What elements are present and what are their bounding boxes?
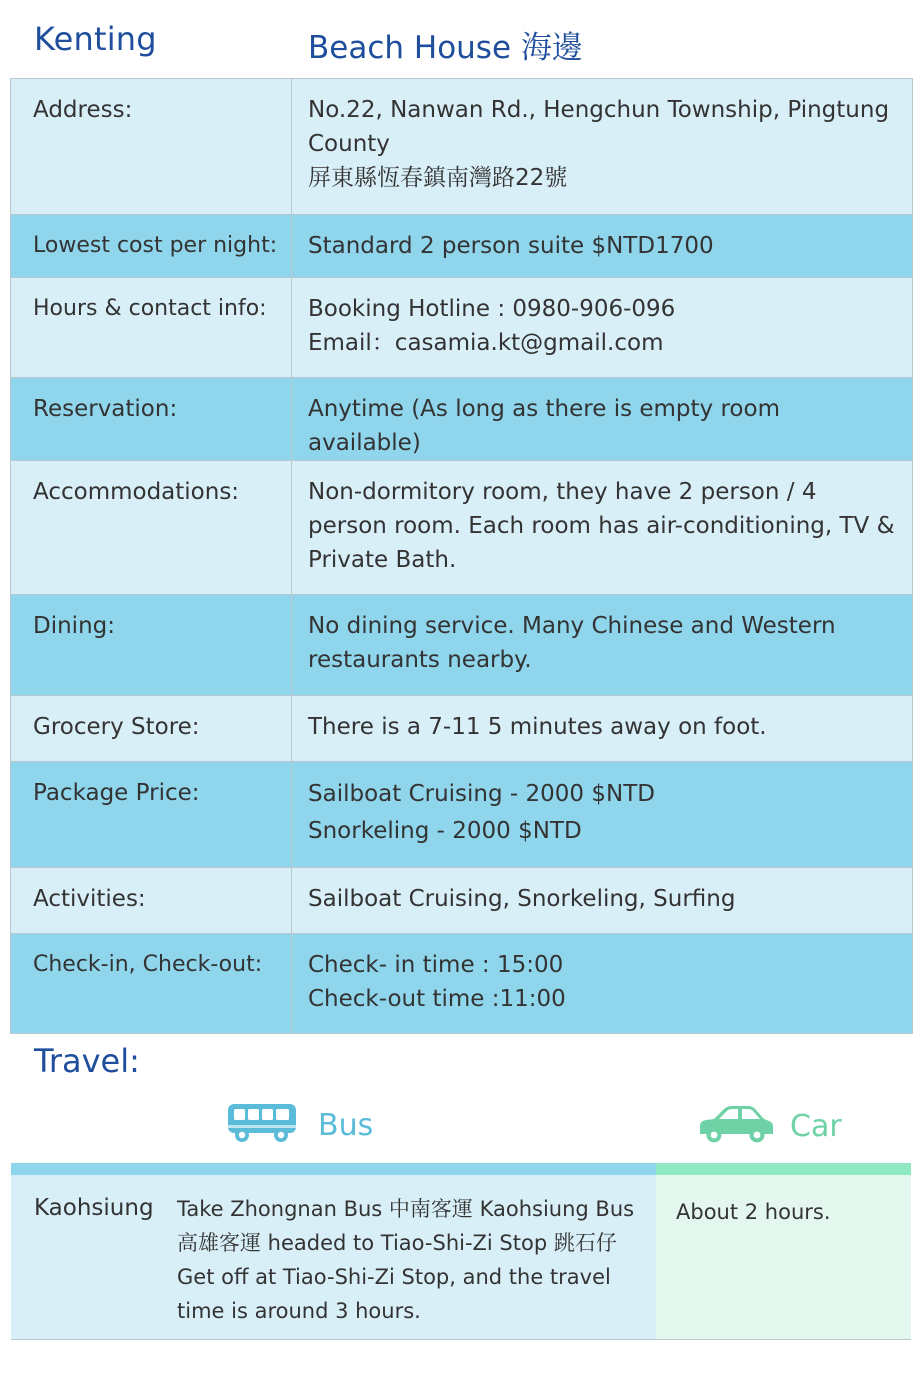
car-icon: [694, 1104, 776, 1148]
bus-icon: [226, 1102, 298, 1148]
row-label: Check-in, Check-out:: [11, 934, 292, 1034]
email-address: Email：casamia.kt@gmail.com: [308, 330, 664, 356]
bus-directions: Take Zhongnan Bus 中南客運 Kaohsiung Bus高雄客運 headed to Tiao-Shi-Zi Stop 跳石仔 Get off at Tiao-Shi-Zi Stop, and the travel time is around 3 hours.: [177, 1197, 635, 1323]
package-snorkeling: Snorkeling - 2000 $NTD: [308, 818, 582, 844]
row-value: [292, 934, 913, 1034]
row-label: Accommodations:: [11, 461, 292, 595]
address-chinese: 屏東縣恆春鎮南灣路22號: [308, 165, 568, 191]
package-sailboat: Sailboat Cruising - 2000 $NTD: [308, 781, 655, 807]
route-origin: Kaohsiung: [34, 1195, 154, 1221]
hostel-name: Beach House 海邊: [308, 30, 583, 66]
row-value: [292, 278, 913, 378]
row-dining: [11, 595, 913, 696]
row-value: [292, 868, 913, 934]
row-reservation: [11, 378, 913, 461]
value-line: There is a 7-11 5 minutes away on foot.: [308, 714, 767, 740]
row-check-in-out: [11, 934, 913, 1034]
row-contact: [11, 278, 913, 378]
region-title: Kenting: [34, 20, 157, 58]
row-value: [292, 696, 913, 762]
row-value: [292, 595, 913, 696]
info-table: [10, 78, 913, 1034]
row-value: [292, 215, 913, 278]
value-line: Sailboat Cruising, Snorkeling, Surfing: [308, 886, 736, 912]
row-accommodations: [11, 461, 913, 595]
car-cell: [656, 1175, 911, 1339]
page-header: [0, 0, 920, 80]
value-line: No dining service. Many Chinese and Western restaurants nearby.: [308, 613, 836, 673]
row-grocery: [11, 696, 913, 762]
check-in-time: Check- in time : 15:00: [308, 952, 564, 978]
row-activities: [11, 868, 913, 934]
row-value: [292, 461, 913, 595]
car-column-bar: [656, 1163, 911, 1175]
row-label: Lowest cost per night:: [11, 215, 292, 278]
row-label: Address:: [11, 79, 292, 215]
row-value: [292, 762, 913, 868]
row-label: Package Price:: [11, 762, 292, 868]
travel-heading: Travel:: [34, 1042, 140, 1080]
value-line: Non-dormitory room, they have 2 person / 4 person room. Each room has air-conditioning, TV & Private Bath.: [308, 479, 895, 573]
row-value: [292, 378, 913, 461]
value-line: Standard 2 person suite $NTD1700: [308, 233, 714, 259]
booking-hotline: Booking Hotline : 0980-906-096: [308, 296, 676, 322]
row-label: Grocery Store:: [11, 696, 292, 762]
row-label: Activities:: [11, 868, 292, 934]
car-label: Car: [790, 1108, 842, 1144]
value-line: Anytime (As long as there is empty room available): [308, 396, 780, 456]
bus-column-bar: [11, 1163, 656, 1175]
car-header: [694, 1104, 842, 1148]
address-english: No.22, Nanwan Rd., Hengchun Township, Pingtung County: [308, 97, 890, 157]
row-label: Reservation:: [11, 378, 292, 461]
travel-route-row: [11, 1175, 911, 1340]
bus-cell: [11, 1175, 656, 1339]
bus-header: [226, 1102, 373, 1148]
row-value: [292, 79, 913, 215]
car-duration: About 2 hours.: [676, 1200, 831, 1224]
check-out-time: Check-out time :11:00: [308, 986, 566, 1012]
row-package-price: [11, 762, 913, 868]
row-lowest-cost: [11, 215, 913, 278]
row-label: Dining:: [11, 595, 292, 696]
row-address: [11, 79, 913, 215]
row-label: Hours & contact info:: [11, 278, 292, 378]
bus-label: Bus: [318, 1107, 374, 1143]
